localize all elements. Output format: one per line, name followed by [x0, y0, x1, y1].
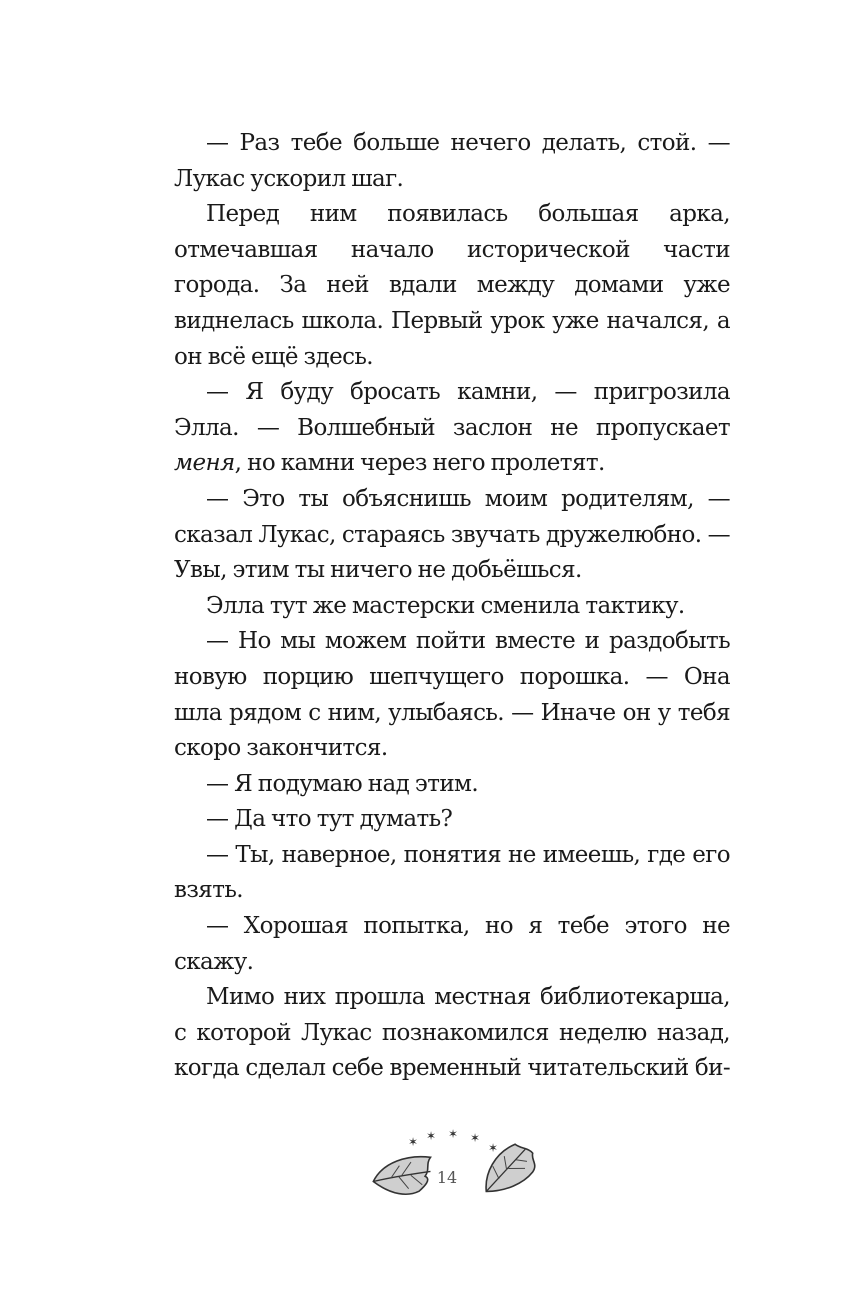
text-segment: — Ты, наверное, понятия не имеешь, где его взять.	[174, 841, 730, 904]
page-number: 14	[436, 1168, 458, 1187]
paragraph	[174, 197, 730, 375]
text-segment: — Хорошая попытка, но я тебе этого не скажу.	[174, 913, 730, 975]
text-segment: — Но мы можем пойти вместе и раздобыть новую порцию шепчущего порошка. — Она шла рядом с ним, улыбаясь. — Иначе он у тебя скоро закончится.	[174, 628, 730, 762]
text-segment: — Это ты объяснишь моим родителям, — сказал Лукас, стараясь звучать дружелюбно. — Увы, этим ты ничего не добьёшься.	[174, 485, 730, 584]
star-icon	[408, 1128, 498, 1155]
text-segment: Мимо них прошла местная библиотекарша, с которой Лукас познакомился неделю назад, когда сделал себе временный читательский би-	[174, 984, 730, 1082]
leaf-icon	[475, 1140, 540, 1195]
svg-text:✶: ✶	[426, 1129, 437, 1143]
paragraph	[174, 375, 730, 482]
paragraph	[174, 767, 730, 803]
text-segment: , но камни через него пролетят.	[234, 450, 605, 477]
svg-text:✶: ✶	[470, 1131, 481, 1145]
text-segment: — Да что тут думать?	[206, 806, 453, 833]
paragraph	[174, 482, 730, 589]
text-segment: — Я буду бросать камни, — пригрозила Элла. — Волшебный заслон не пропускает	[174, 379, 730, 441]
text-segment: Перед ним появилась большая арка, отмечавшая начало исторической части города. За ней вдали между домами уже виднелась школа. Первый урок уже начался, а он всё ещё здесь.	[174, 201, 730, 370]
paragraph	[174, 909, 730, 980]
page-footer-ornament	[360, 1128, 540, 1212]
page-text	[174, 126, 730, 1087]
italic-text: меня	[174, 450, 235, 477]
svg-text:✶: ✶	[448, 1128, 459, 1141]
text-segment: — Раз тебе больше нечего делать, стой. — Лукас ускорил шаг.	[174, 130, 730, 192]
paragraph	[174, 624, 730, 766]
text-segment: Элла тут же мастерски сменила тактику.	[206, 592, 685, 619]
paragraph	[174, 126, 730, 197]
paragraph	[174, 980, 730, 1087]
svg-text:✶: ✶	[488, 1141, 499, 1155]
paragraph	[174, 589, 730, 625]
svg-text:✶: ✶	[408, 1135, 419, 1149]
paragraph	[174, 838, 730, 909]
text-segment: — Я подумаю над этим.	[206, 770, 479, 797]
paragraph	[174, 802, 730, 838]
